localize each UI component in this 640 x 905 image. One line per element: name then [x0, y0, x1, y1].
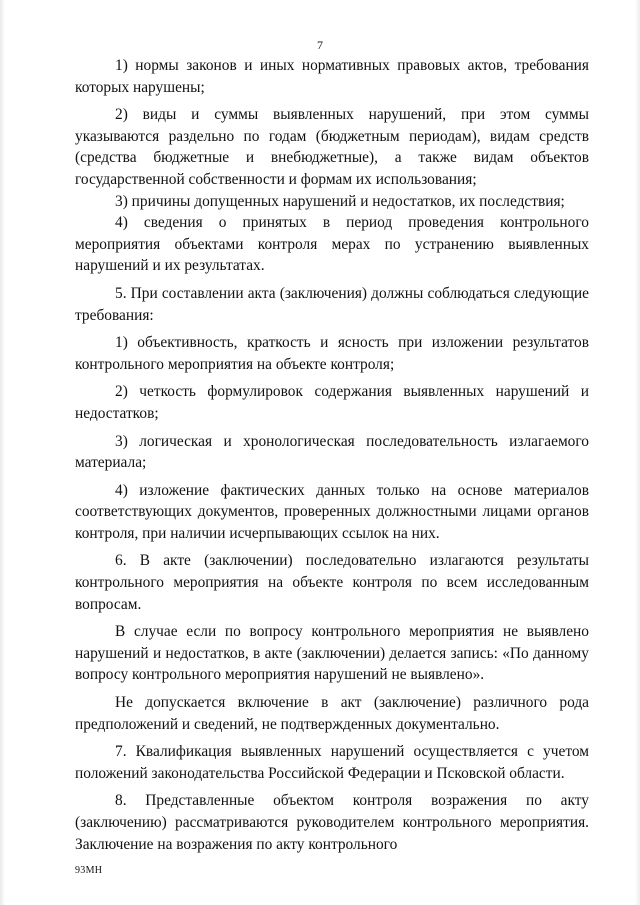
paragraph-item-2-violations: 2) виды и суммы выявленных нарушений, при этом суммы указываются раздельно по годам (бюджетным периодам), видам средств (средства бюджетные и внебюджетные), а также видам объектов государственной собственности и формам их использования;: [75, 106, 589, 188]
footer-code: 93МН: [75, 865, 103, 876]
paragraph-req-4-facts: 4) изложение фактических данных только на основе материалов соответствующих документов, проверенных должностными лицами органов контроля, при наличии исчерпывающих ссылок на них.: [75, 481, 589, 542]
page-number: 7: [317, 38, 323, 52]
paragraph-req-2-clarity: 2) четкость формулировок содержания выявленных нарушений и недостатков;: [75, 383, 589, 422]
paragraph-item-4-measures: 4) сведения о принятых в период проведения контрольного мероприятия объектами контроля мерах по устранению выявленных нарушений и их результатах.: [75, 214, 589, 275]
scan-right-edge: [635, 0, 640, 905]
paragraph-section-5: 5. При составлении акта (заключения) должны соблюдаться следующие требования:: [75, 284, 589, 324]
paragraph-item-3-causes: 3) причины допущенных нарушений и недостатков, их последствия;: [115, 192, 565, 210]
paragraph-section-6: 6. В акте (заключении) последовательно излагаются результаты контрольного мероприятия на объекте контроля по всем исследованным вопросам.: [75, 552, 589, 613]
paragraph-req-3-sequence: 3) логическая и хронологическая последовательность излагаемого материала;: [75, 432, 589, 472]
paragraph-req-1-objectivity: 1) объективность, краткость и ясность при изложении результатов контрольного мероприятия на объекте контроля;: [75, 334, 589, 373]
paragraph-item-1-norms: 1) нормы законов и иных нормативных правовых актов, требования которых нарушены;: [75, 57, 589, 96]
document-body: [75, 55, 589, 855]
paragraph-section-7: 7. Квалификация выявленных нарушений осуществляется с учетом положений законодательства Российской Федерации и Псковской области.: [75, 743, 589, 782]
paragraph-section-8: 8. Представленные объектом контроля возражения по акту (заключению) рассматриваются руководителем контрольного мероприятия. Заключение на возражения по акту контрольного: [75, 792, 589, 853]
scan-left-edge: [0, 0, 6, 905]
paragraph-no-violations-note: В случае если по вопросу контрольного мероприятия не выявлено нарушений и недостатков, в акте (заключении) делается запись: «По данному вопросу контрольного мероприятия нарушений не выявлено».: [75, 623, 589, 684]
paragraph-not-allowed: Не допускается включение в акт (заключение) различного рода предположений и сведений, не подтвержденных документально.: [75, 694, 589, 733]
